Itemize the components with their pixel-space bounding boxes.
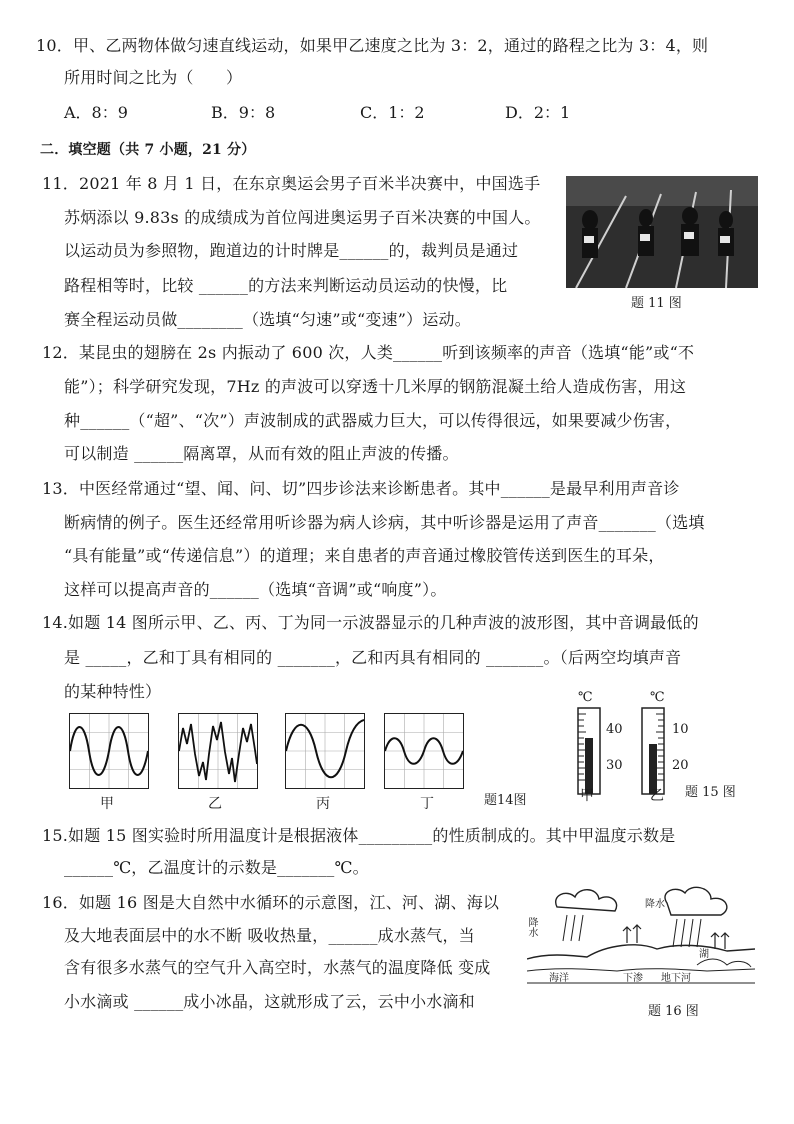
section-title: 二．填空题（共 7 小题，21 分）: [40, 142, 256, 158]
cycle-label-rain: 降水: [526, 917, 537, 937]
cycle-label-sea: 海洋: [549, 973, 569, 984]
thermo-jia-unit: ℃: [578, 690, 593, 705]
q15-figure-caption: 题 15 图: [685, 785, 736, 800]
thermo-label-yi: 乙: [650, 788, 664, 804]
q11-line-2: 苏炳添以 9.83s 的成绩成为首位闯进奥运男子百米决赛的中国人。: [64, 208, 541, 227]
thermo-jia-tick-40: 40: [606, 722, 623, 737]
cycle-label-underground: 下渗: [623, 973, 643, 984]
q16-line-4: 小水滴或 ______成小冰晶，这就形成了云，云中小水滴和: [64, 992, 475, 1011]
waveform-ding: [384, 713, 464, 789]
q11-line-4: 路程相等时，比较 ______的方法来判断运动员运动的快慢，比: [64, 276, 508, 295]
q11-line-5: 赛全程运动员做________（选填“匀速”或“变速”）运动。: [64, 310, 471, 329]
thermo-jia-tick-30: 30: [606, 758, 623, 773]
q14-line-1: 14.如题 14 图所示甲、乙、丙、丁为同一示波器显示的几种声波的波形图，其中音调最低的: [42, 613, 699, 632]
waveform-jia: [69, 713, 149, 789]
cycle-label-river: 地下河: [661, 973, 691, 984]
q16-line-3: 含有很多水蒸气的空气升入高空时，水蒸气的温度降低 变成: [64, 958, 491, 977]
q13-line-3: “具有能量”或“传递信息”）的道理；来自患者的声音通过橡胶管传送到医生的耳朵，: [64, 546, 665, 565]
cycle-label-rain-2: 降水: [645, 899, 665, 910]
q12-line-2: 能”）；科学研究发现，7Hz 的声波可以穿透十几米厚的钢筋混凝土给人造成伤害，用这: [64, 377, 687, 396]
q12-line-4: 可以制造 ______隔离罩，从而有效的阻止声波的传播。: [64, 444, 459, 463]
wave-label-yi: 乙: [208, 796, 222, 812]
q12-line-3: 种______（“超”、“次”）声波制成的武器威力巨大，可以传得很远，如果要减少伤害，: [64, 411, 682, 430]
thermo-yi-tick-20: 20: [672, 758, 689, 773]
water-cycle-diagram: [527, 885, 755, 995]
q10-option-d: D．2：1: [505, 103, 571, 122]
wave-label-ding: 丁: [420, 796, 434, 812]
q16-figure-caption: 题 16 图: [648, 1004, 699, 1019]
q10-option-c: C．1：2: [360, 103, 425, 122]
thermo-label-jia: 甲: [580, 788, 594, 804]
wave-label-bing: 丙: [316, 796, 330, 812]
q13-line-4: 这样可以提高声音的______（选填“音调”或“响度”）。: [64, 580, 447, 599]
q11-line-1: 11．2021 年 8 月 1 日，在东京奥运会男子百米半决赛中，中国选手: [42, 174, 541, 193]
q14-figure-caption: 题14图: [484, 793, 527, 808]
q12-line-1: 12．某昆虫的翅膀在 2s 内振动了 600 次，人类______听到该频率的声音（选填“能”或“不: [42, 343, 695, 362]
thermo-yi-tick-10: 10: [672, 722, 689, 737]
q10-line-1: 10．甲、乙两物体做匀速直线运动，如果甲乙速度之比为 3：2，通过的路程之比为 3：4，则: [36, 36, 709, 55]
q15-line-2: ______℃，乙温度计的示数是_______℃。: [64, 858, 369, 877]
q14-line-3: 的某种特性）: [64, 682, 162, 701]
cycle-label-lake: 湖: [699, 949, 709, 960]
q11-line-3: 以运动员为参照物，跑道边的计时牌是______的，裁判员是通过: [64, 241, 519, 260]
q10-line-2: 所用时间之比为（ ）: [64, 68, 243, 87]
wave-label-jia: 甲: [100, 796, 114, 812]
q16-line-2: 及大地表面层中的水不断 吸收热量，______成水蒸气，当: [64, 926, 475, 945]
waveform-bing: [285, 713, 365, 789]
q13-line-1: 13．中医经常通过“望、闻、问、切”四步诊法来诊断患者。其中______是最早利用声音诊: [42, 479, 680, 498]
sprint-race-photo: [566, 176, 758, 288]
thermo-yi-unit: ℃: [650, 690, 665, 705]
q11-figure-caption: 题 11 图: [631, 296, 682, 311]
q13-line-2: 断病情的例子。医生还经常用听诊器为病人诊病，其中听诊器是运用了声音_______（选填: [64, 513, 705, 532]
q14-line-2: 是 _____，乙和丁具有相同的 _______，乙和丙具有相同的 _______。（后两空均填声音: [64, 648, 682, 667]
q15-line-1: 15.如题 15 图实验时所用温度计是根据液体_________的性质制成的。其中甲温度示数是: [42, 826, 676, 845]
q10-option-b: B．9：8: [211, 103, 276, 122]
waveform-yi: [178, 713, 258, 789]
q10-option-a: A．8：9: [64, 103, 128, 122]
q16-line-1: 16．如题 16 图是大自然中水循环的示意图，江、河、湖、海以: [42, 893, 500, 912]
